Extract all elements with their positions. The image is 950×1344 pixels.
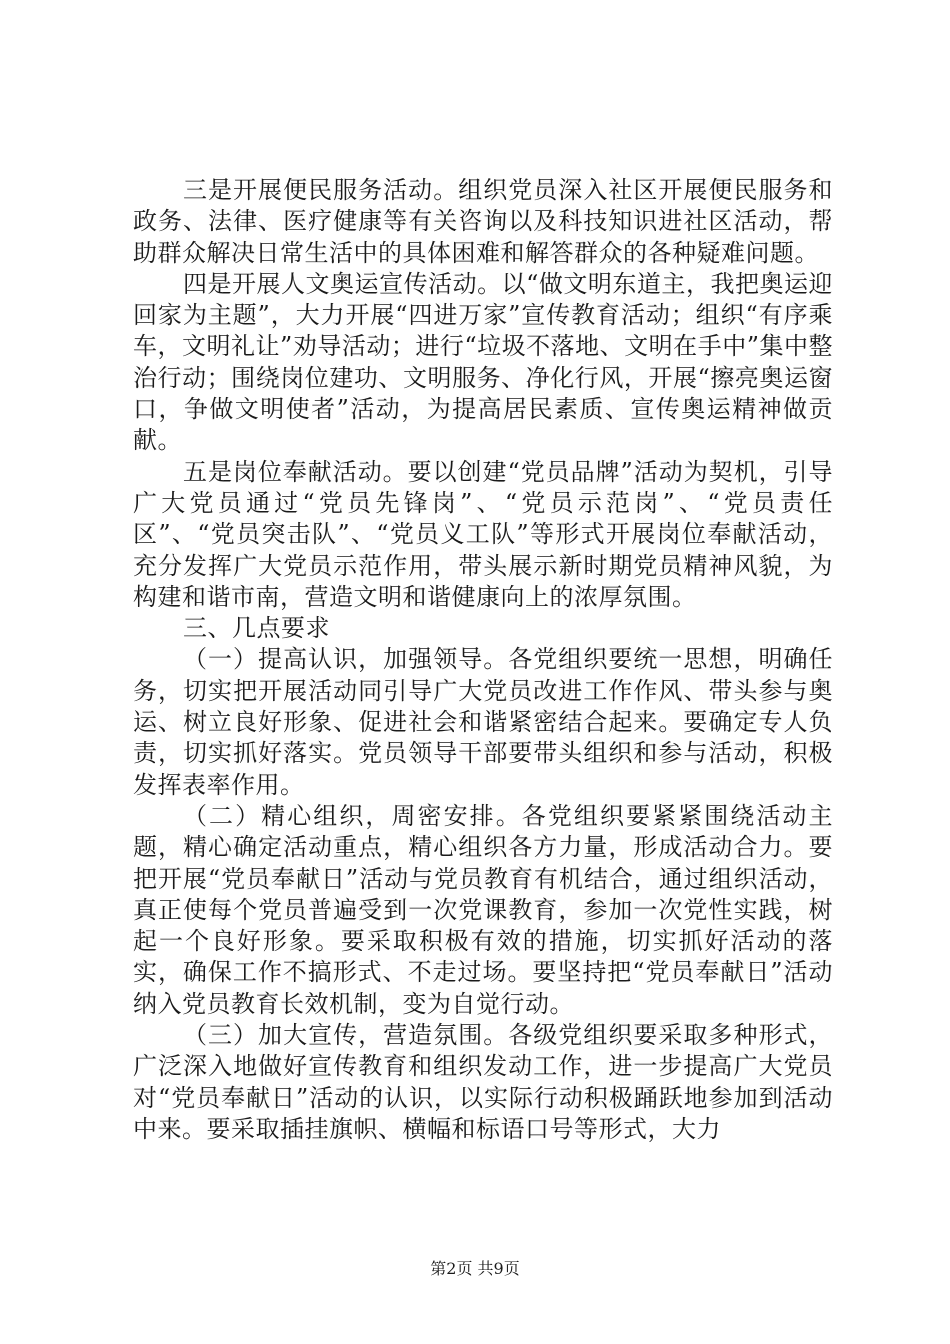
paragraph-post-dedication: 五是岗位奉献活动。要以创建“党员品牌”活动为契机，引导广大党员通过“党员先锋岗”、“党员示范岗”、“党员责任区”、“党员突击队”、“党员义工队”等形式开展岗位奉献活动，充分发挥广大党员示范作用，带头展示新时期党员精神风貌，为构建和谐市南，营造文明和谐健康向上的浓厚氛围。 [133, 457, 833, 611]
document-body [133, 175, 833, 1145]
section-heading-requirements: 三、几点要求 [183, 614, 330, 643]
page-number-footer: 第2页 共9页 [430, 1259, 520, 1278]
paragraph-requirement-3: （三）加大宣传，营造氛围。各级党组织要采取多种形式，广泛深入地做好宣传教育和组织发动工作，进一步提高广大党员对“党员奉献日”活动的认识，以实际行动积极踊跃地参加到活动中来。要采取插挂旗帜、横幅和标语口号等形式，大力 [133, 1021, 833, 1143]
paragraph-requirement-1: （一）提高认识，加强领导。各党组织要统一思想，明确任务，切实把开展活动同引导广大党员改进工作作风、带头参与奥运、树立良好形象、促进社会和谐紧密结合起来。要确定专人负责，切实抓好落实。党员领导干部要带头组织和参与活动，积极发挥表率作用。 [133, 645, 833, 799]
paragraph-requirement-2: （二）精心组织，周密安排。各党组织要紧紧围绕活动主题，精心确定活动重点，精心组织各方力量，形成活动合力。要把开展“党员奉献日”活动与党员教育有机结合，通过组织活动，真正使每个党员普遍受到一次党课教育，参加一次党性实践，树起一个良好形象。要采取积极有效的措施，切实抓好活动的落实，确保工作不搞形式、不走过场。要坚持把“党员奉献日”活动纳入党员教育长效机制，变为自觉行动。 [133, 801, 833, 1018]
paragraph-olympic-activity: 四是开展人文奥运宣传活动。以“做文明东道主，我把奥运迎回家为主题”，大力开展“四进万家”宣传教育活动；组织“有序乘车，文明礼让”劝导活动；进行“垃圾不落地、文明在手中”集中整治行动；围绕岗位建功、文明服务、净化行风，开展“擦亮奥运窗口，争做文明使者”活动，为提高居民素质、宣传奥运精神做贡献。 [133, 269, 833, 455]
paragraph-service-activity: 三是开展便民服务活动。组织党员深入社区开展便民服务和政务、法律、医疗健康等有关咨询以及科技知识进社区活动，帮助群众解决日常生活中的具体困难和解答群众的各种疑难问题。 [133, 176, 833, 267]
